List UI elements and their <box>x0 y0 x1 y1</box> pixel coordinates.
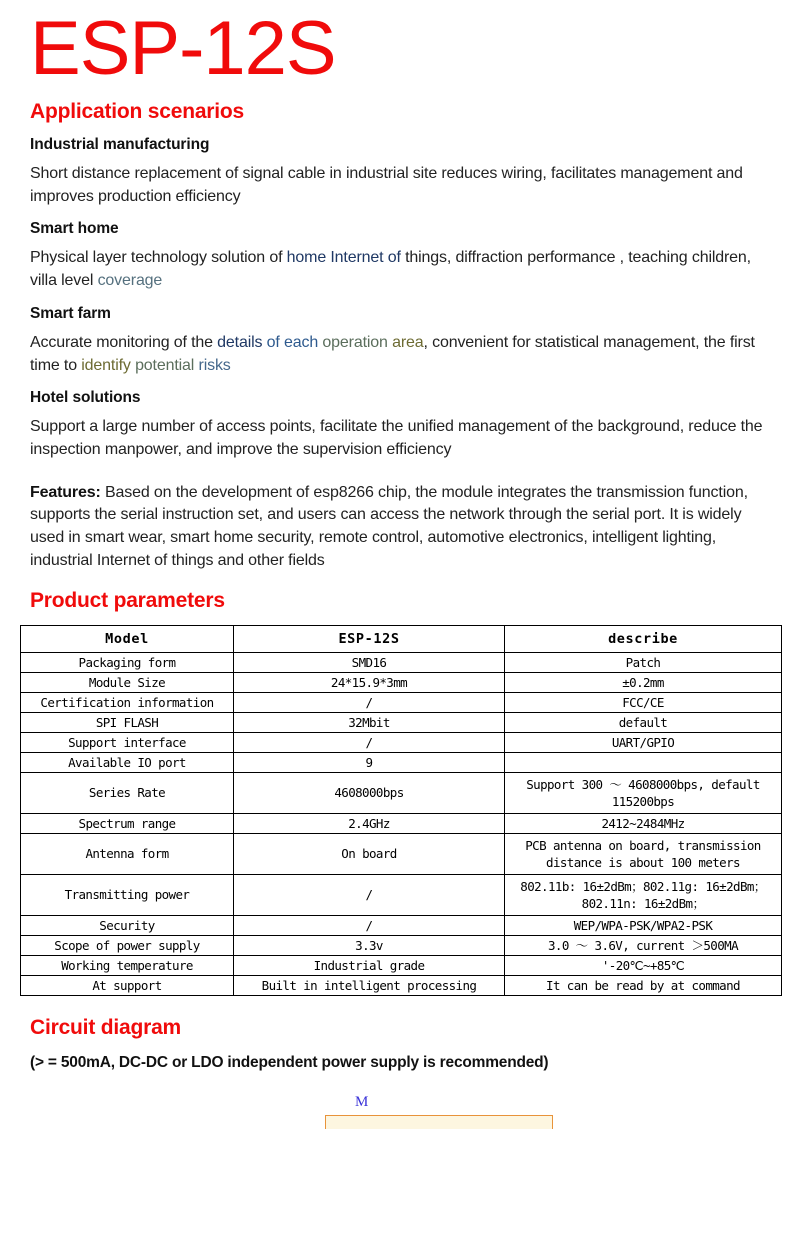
cell-param-name: Antenna form <box>21 833 234 874</box>
table-header-model: Model <box>21 625 234 652</box>
features-label: Features: <box>30 483 101 501</box>
cell-param-value: 3.3v <box>234 935 505 955</box>
circuit-diagram-area <box>30 1084 770 1144</box>
cell-param-name: Security <box>21 915 234 935</box>
smart-farm-text-part-9: risks <box>198 356 231 374</box>
table-row <box>21 652 782 672</box>
cell-param-value: 4608000bps <box>234 772 505 813</box>
cell-param-value: 24*15.9*3mm <box>234 672 505 692</box>
cell-param-name: Transmitting power <box>21 874 234 915</box>
cell-param-describe: UART/GPIO <box>505 732 782 752</box>
cell-param-value: 32Mbit <box>234 712 505 732</box>
cell-param-describe: default <box>505 712 782 732</box>
cell-param-describe: Support 300 ～ 4608000bps, default 115200bps <box>505 772 782 813</box>
table-header-describe: describe <box>505 625 782 652</box>
table-row <box>21 955 782 975</box>
smart-farm-text-part-8: potential <box>135 356 199 374</box>
smart-farm-text-part-3: of each <box>266 333 323 351</box>
smart-home-text-part-2: home Internet of <box>286 249 401 267</box>
sub-heading-smart-home: Smart home <box>30 220 119 238</box>
cell-param-value: 2.4GHz <box>234 813 505 833</box>
paragraph-industrial-manufacturing: Short distance replacement of signal cable in industrial site reduces wiring, facilitates management and improves production efficiency <box>30 164 743 205</box>
smart-farm-text-part-7: identify <box>81 356 136 374</box>
sub-heading-industrial-manufacturing: Industrial manufacturing <box>30 135 210 153</box>
cell-param-describe: 802.11b: 16±2dBm；802.11g: 16±2dBm；802.11n: 16±2dBm； <box>505 874 782 915</box>
cell-param-name: Available IO port <box>21 752 234 772</box>
smart-farm-text-part-2: details <box>217 333 267 351</box>
cell-param-value: / <box>234 732 505 752</box>
smart-farm-text-part-5: area <box>392 333 424 351</box>
table-row <box>21 732 782 752</box>
paragraph-smart-farm <box>30 332 770 377</box>
cell-param-name: Spectrum range <box>21 813 234 833</box>
cell-param-describe: ±0.2mm <box>505 672 782 692</box>
paragraph-smart-home <box>30 247 770 292</box>
cell-param-name: Scope of power supply <box>21 935 234 955</box>
cell-param-name: At support <box>21 975 234 995</box>
smart-farm-text-part-1: Accurate monitoring of the <box>30 333 218 351</box>
cell-param-value: Industrial grade <box>234 955 505 975</box>
section-heading-product-parameters: Product parameters <box>30 588 225 612</box>
table-row <box>21 833 782 874</box>
cell-param-describe: FCC/CE <box>505 692 782 712</box>
cell-param-name: SPI FLASH <box>21 712 234 732</box>
section-heading-application: Application scenarios <box>30 99 245 123</box>
product-parameters-table <box>20 625 782 996</box>
cell-param-name: Packaging form <box>21 652 234 672</box>
features-body: Based on the development of esp8266 chip, the module integrates the transmission function, supports the serial instruction set, and users can access the network through the serial port. It is widely used in smart wear, smart home security, remote control, automotive electronics, intelligent lighting, industrial Internet of things and other fields <box>30 483 748 569</box>
table-row <box>21 672 782 692</box>
cell-param-value: On board <box>234 833 505 874</box>
smart-home-text-part-1: Physical layer technology solution of <box>30 249 287 267</box>
circuit-power-note: (> = 500mA, DC-DC or LDO independent power supply is recommended) <box>30 1053 549 1071</box>
paragraph-hotel-solutions: Support a large number of access points, facilitate the unified management of the background, reduce the inspection manpower, and improve the supervision efficiency <box>30 418 763 458</box>
sub-heading-hotel-solutions: Hotel solutions <box>30 389 141 407</box>
spec-table-wrapper <box>30 625 770 996</box>
cell-param-describe: 2412~2484MHz <box>505 813 782 833</box>
cell-param-value: / <box>234 915 505 935</box>
product-title: ESP-12S <box>30 6 336 91</box>
smart-farm-text-part-6: , convenient for statistical management, the first time to <box>30 333 755 374</box>
cell-param-describe: '-20℃~+85℃ <box>505 955 782 975</box>
cell-param-name: Working temperature <box>21 955 234 975</box>
cell-param-value: Built in intelligent processing <box>234 975 505 995</box>
sub-heading-smart-farm: Smart farm <box>30 304 111 322</box>
cell-param-name: Support interface <box>21 732 234 752</box>
cell-param-name: Series Rate <box>21 772 234 813</box>
cell-param-describe: Patch <box>505 652 782 672</box>
smart-home-text-part-4: coverage <box>97 272 163 290</box>
cell-param-value: / <box>234 874 505 915</box>
circuit-component-box <box>325 1115 553 1129</box>
table-row <box>21 915 782 935</box>
smart-farm-text-part-4: operation <box>322 333 393 351</box>
cell-param-describe: PCB antenna on board, transmission distance is about 100 meters <box>505 833 782 874</box>
smart-home-text-part-3: things, diffraction performance , teaching children, villa level <box>30 249 751 290</box>
table-row <box>21 874 782 915</box>
table-row <box>21 712 782 732</box>
cell-param-name: Certification information <box>21 692 234 712</box>
table-header-row <box>21 625 782 652</box>
table-row <box>21 772 782 813</box>
cell-param-value: SMD16 <box>234 652 505 672</box>
table-row <box>21 975 782 995</box>
circuit-label-m: M <box>355 1093 369 1110</box>
table-row <box>21 935 782 955</box>
cell-param-name: Module Size <box>21 672 234 692</box>
cell-param-value: 9 <box>234 752 505 772</box>
cell-param-describe: WEP/WPA-PSK/WPA2-PSK <box>505 915 782 935</box>
cell-param-describe: 3.0 ～ 3.6V, current ＞500MA <box>505 935 782 955</box>
table-row <box>21 692 782 712</box>
cell-param-describe: It can be read by at command <box>505 975 782 995</box>
table-row <box>21 752 782 772</box>
cell-param-value: / <box>234 692 505 712</box>
table-row <box>21 813 782 833</box>
cell-param-describe <box>505 752 782 772</box>
table-header-value: ESP-12S <box>234 625 505 652</box>
section-heading-circuit-diagram: Circuit diagram <box>30 1015 182 1039</box>
paragraph-features <box>30 482 770 573</box>
